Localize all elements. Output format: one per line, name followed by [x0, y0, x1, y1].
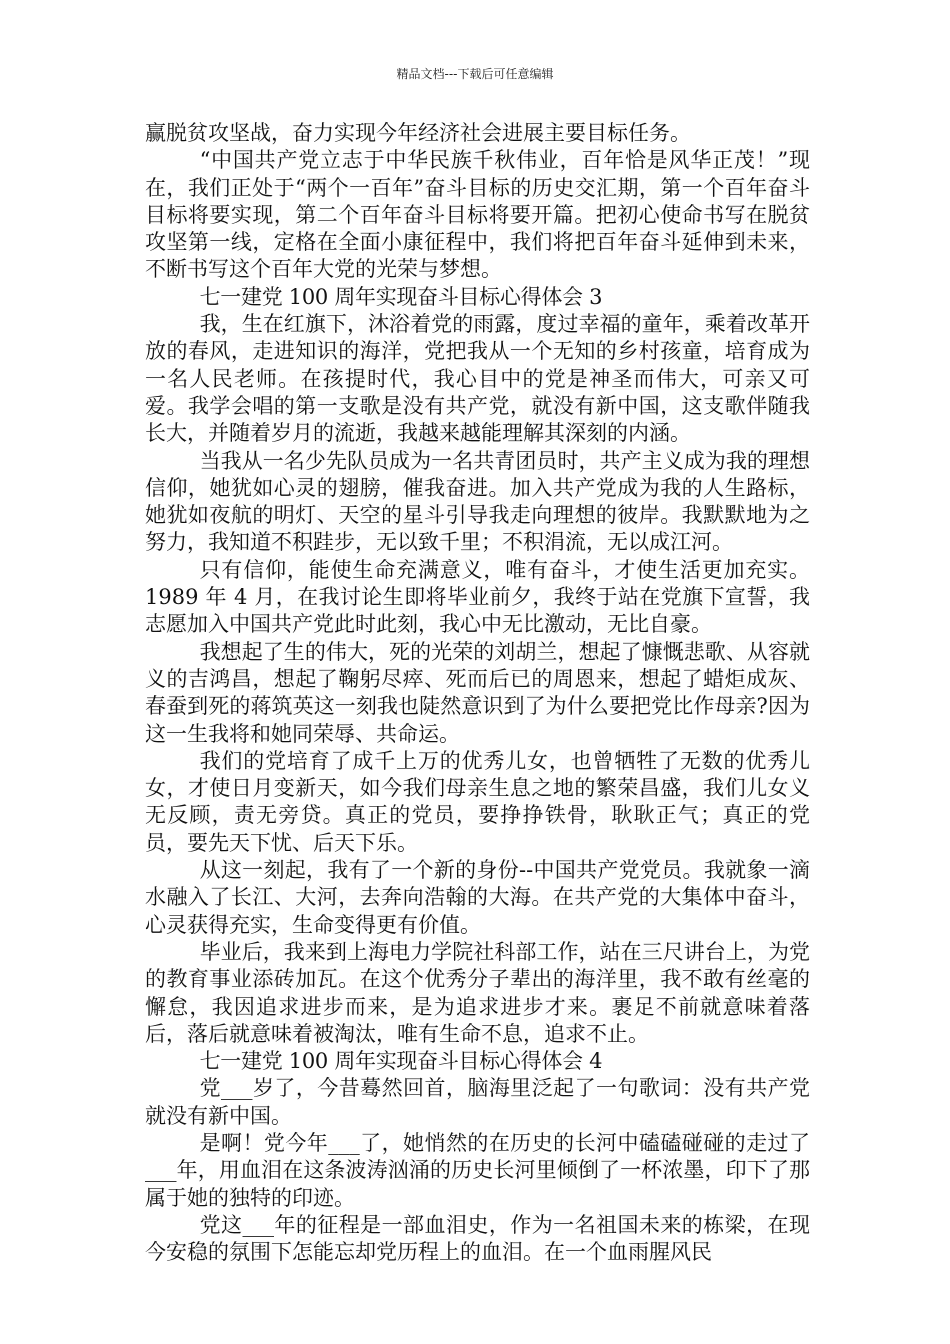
page-header: 精品文档---下载后可任意编辑: [396, 67, 554, 81]
document-body: [145, 120, 810, 1266]
paragraph: “中国共产党立志于中华民族千秋伟业，百年恰是风华正茂！”现在，我们正处于“两个一百年”奋斗目标的历史交汇期，第一个百年奋斗目标将要实现，第二个百年奋斗目标将要开篇。把初心使命书写在脱贫攻坚第一线，定格在全面小康征程中，我们将把百年奋斗延伸到未来，不断书写这个百年大党的光荣与梦想。: [145, 148, 810, 282]
section-heading: 七一建党 100 周年实现奋斗目标心得体会 4: [199, 1049, 603, 1074]
paragraph: 只有信仰，能使生命充满意义，唯有奋斗，才使生活更加充实。1989 年 4 月，在我讨论生即将毕业前夕，我终于站在党旗下宣誓，我志愿加入中国共产党此时此刻，我心中无比激动，无比自豪。: [145, 557, 810, 637]
paragraph: 是啊！党今年___了，她悄然的在历史的长河中磕磕碰碰的走过了___年，用血泪在这条波涛汹涌的历史长河里倾倒了一杯浓墨，印下了那属于她的独特的印迹。: [145, 1130, 810, 1210]
paragraph: 我，生在红旗下，沐浴着党的雨露，度过幸福的童年，乘着改革开放的春风，走进知识的海洋，党把我从一个无知的乡村孩童，培育成为一名人民老师。在孩提时代，我心目中的党是神圣而伟大，可亲又可爱。我学会唱的第一支歌是没有共产党，就没有新中国，这支歌伴随我长大，并随着岁月的流逝，我越来越能理解其深刻的内涵。: [145, 312, 810, 446]
paragraph: 从这一刻起，我有了一个新的身份--中国共产党党员。我就象一滴水融入了长江、大河，去奔向浩翰的大海。在共产党的大集体中奋斗，心灵获得充实，生命变得更有价值。: [145, 858, 810, 937]
paragraph: 党这___年的征程是一部血泪史，作为一名祖国未来的栋梁，在现今安稳的氛围下怎能忘却党历程上的血泪。在一个血雨腥风民: [145, 1212, 810, 1265]
paragraph: 我们的党培育了成千上万的优秀儿女，也曾牺牲了无数的优秀儿女，才使日月变新天，如今我们母亲生息之地的繁荣昌盛，我们儿女义无反顾，责无旁贷。真正的党员，要挣挣铁骨，耿耿正气；真正的党员，要先天下忧、后天下乐。: [145, 748, 810, 855]
paragraph: 当我从一名少先队员成为一名共青团员时，共产主义成为我的理想信仰，她犹如心灵的翅膀，催我奋进。加入共产党成为我的人生路标，她犹如夜航的明灯、天空的星斗引导我走向理想的彼岸。我默默地为之努力，我知道不积跬步，无以致千里；不积涓流，无以成江河。: [145, 448, 810, 555]
paragraph-continuation: 赢脱贫攻坚战，奋力实现今年经济社会进展主要目标任务。: [145, 121, 691, 145]
paragraph: 党___岁了，今昔蓦然回首，脑海里泛起了一句歌词：没有共产党就没有新中国。: [145, 1076, 810, 1128]
paragraph: 毕业后，我来到上海电力学院社科部工作，站在三尺讲台上，为党的教育事业添砖加瓦。在这个优秀分子辈出的海洋里，我不敢有丝毫的懈怠，我因追求进步而来，是为追求进步才来。裹足不前就意味着落后，落后就意味着被淘汰，唯有生命不息，追求不止。: [145, 939, 810, 1046]
paragraph: 我想起了生的伟大，死的光荣的刘胡兰，想起了慷慨悲歌、从容就义的吉鸿昌，想起了鞠躬尽瘁、死而后已的周恩来，想起了蜡炬成灰、春蚕到死的蒋筑英这一刻我也陡然意识到了为什么要把党比作母亲?因为这一生我将和她同荣辱、共命运。: [145, 639, 810, 746]
section-heading: 七一建党 100 周年实现奋斗目标心得体会 3: [199, 284, 603, 309]
